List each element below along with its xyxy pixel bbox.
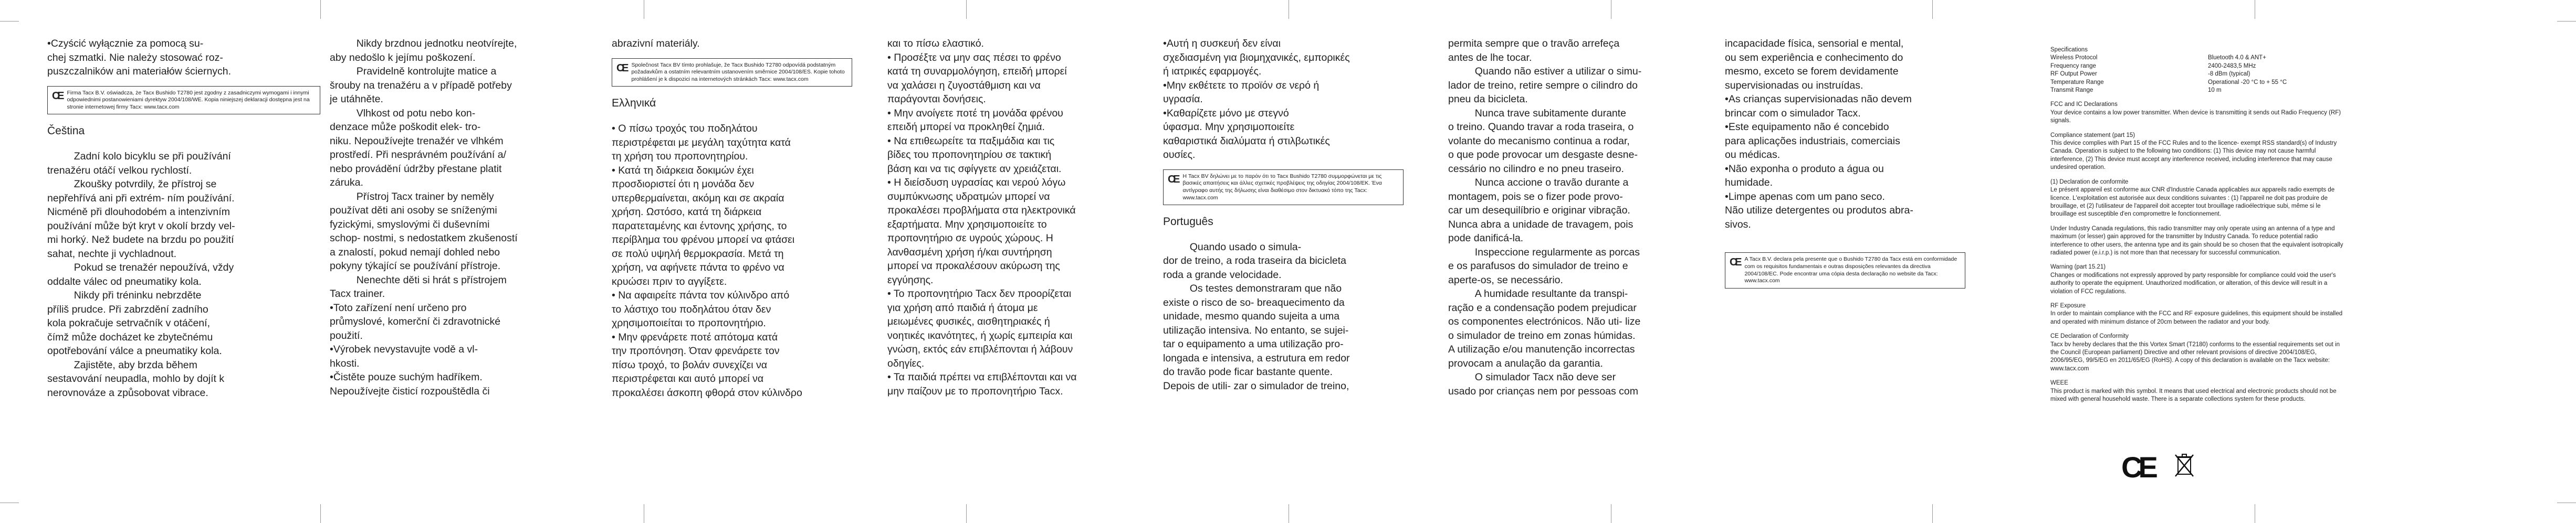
text-line: incapacidade física, sensorial e mental,	[1725, 38, 1904, 49]
bullet-line: λανθασμένη χρήση ή/και συντήρηση	[887, 246, 1052, 258]
bullet-line: υγρασία.	[1163, 93, 1203, 105]
paragraph-line: denzace může poškodit elek- tro-	[330, 121, 481, 133]
paragraph-line: Nenechte děti si hrát s přístrojem	[356, 274, 507, 286]
bullet-line: χρησιμοποιείται το προπονητήριο.	[612, 317, 766, 329]
paragraph-line: Vlhkost od potu nebo kon-	[356, 107, 476, 119]
paragraph-line: pode danificá-la.	[1448, 232, 1524, 244]
crop-mark-5	[966, 0, 967, 19]
weee-crossed-bin-icon	[2174, 452, 2195, 478]
ce-mark-icon: C E	[52, 90, 63, 102]
paragraph-line: Nicméně při dlouhodobém a intenzivním	[47, 206, 230, 218]
bullet-line: προκαλέσει άσκοπη φθορά στον κύλινδρο	[612, 387, 802, 399]
weee-text: This product is marked with this symbol. It means that used electrical and electronic products should not be mixed with general household waste. There is a separate collections system for these products.	[2050, 388, 2337, 403]
spec-value: Operational -20 °C to + 55 °C	[2208, 79, 2287, 86]
text-line: chej szmatki. Nie należy stosować roz-	[47, 51, 223, 63]
bullet-line: κρυώσει πριν το αγγίξετε.	[612, 275, 727, 287]
bullet-line: ή ιατρικές εφαρμογές.	[1163, 66, 1262, 78]
paragraph-line: schop- nostmi, s nedostatkem zkušeností	[330, 232, 518, 244]
paragraph-line: Pravidelně kontrolujte matice a	[356, 66, 497, 78]
ce-mark-icon: C E	[1168, 173, 1179, 185]
paragraph-line: A humidade resultante da transpi-	[1474, 288, 1628, 300]
bullet-line: průmyslové, komerční či zdravotnické	[330, 316, 501, 328]
ce-mark-large-icon: CE	[2121, 451, 2154, 484]
bullet-line: •As crianças supervisionadas não devem	[1725, 93, 1912, 105]
paragraph-line: Zadní kolo bicyklu se při používání	[74, 151, 231, 163]
crop-mark-12	[1932, 504, 1933, 523]
paragraph-line: kola pokračuje setrvačník v otáčení,	[47, 317, 210, 329]
paragraph-line: používání může být kryt v okolí brzdy vel-	[47, 220, 235, 232]
bullet-line: použití.	[330, 329, 363, 341]
ce-mark-icon: C E	[1730, 257, 1741, 269]
bullet-line: χρήση, να αφήνετε πάντα το φρένο να	[612, 262, 784, 274]
paragraph-line: Nikdy při tréninku nebrzděte	[74, 290, 202, 302]
spec-row	[2050, 54, 2344, 62]
column-czech-greek	[612, 37, 906, 400]
bullet-line: • Ο πίσω τροχός του ποδηλάτου	[612, 122, 758, 134]
bullet-line: χρήση. Ωστόσο, κατά τη διάρκεια	[612, 206, 762, 218]
bullet-line: •Καθαρίζετε μόνο με στεγνό	[1163, 107, 1289, 119]
spec-title: Specifications	[2050, 47, 2088, 53]
paragraph-line: šrouby na trenažéru a v případě potřeby	[330, 79, 512, 91]
paragraph-line: záruka.	[330, 177, 363, 189]
text-line: puszczalników ani materiałów ściernych.	[47, 66, 232, 78]
rf-exposure-text: In order to maintain compliance with the FCC and RF exposure guidelines, this equipment should be installed and operated with minimum distance of 20cm between the radiator and your body.	[2050, 311, 2343, 325]
bullet-line: για χρήση από παιδιά ή άτομα με	[887, 302, 1038, 314]
bullet-line: • Να αφαιρείτε πάντα τον κύλινδρο από	[612, 290, 790, 302]
bullet-line: μειωμένες φυσικές, αισθητηριακές ή	[887, 316, 1050, 328]
section-heading-greek: Ελληνικά	[612, 97, 656, 110]
bullet-line: ουσίες.	[1163, 149, 1196, 161]
bullet-line: •Výrobek nevystavujte vodě a vl-	[330, 344, 478, 356]
text-line: antes de lhe tocar.	[1448, 51, 1532, 63]
compliance-title: Compliance statement (part 15)	[2050, 132, 2135, 138]
bullet-line: humidade.	[1725, 177, 1773, 189]
crop-mark-top-left	[0, 21, 19, 22]
bullet-line: Nepoužívejte čisticí rozpouštědla či	[330, 385, 490, 397]
spec-label: RF Output Power	[2050, 71, 2097, 78]
bullet-line: para aplicações industriais, comerciais	[1725, 135, 1900, 147]
bullet-line: υπερθερμαίνεται, ακόμη και σε ακραία	[612, 192, 784, 204]
bullet-line: βίδες του προπονητηρίου σε τακτική	[887, 149, 1052, 161]
paragraph-line: pokyny týkající se používání přístroje.	[330, 260, 501, 272]
bullet-line: οδηγίες.	[887, 357, 925, 369]
paragraph-line: provocam a anulação da garantia.	[1448, 357, 1603, 369]
paragraph-line: prostředí. Při nesprávném používání a/	[330, 149, 507, 161]
paragraph-line: příliš prudce. Při zabrzdění zadního	[47, 303, 208, 315]
paragraph-line: o simulador de treino em zonas húmidas.	[1448, 329, 1636, 341]
paragraph-line: utilização intensiva. No entanto, se sujei-	[1163, 324, 1349, 336]
bullet-line: • Μην φρενάρετε ποτέ απότομα κατά	[612, 331, 778, 343]
warning-text: Changes or modifications not expressly approved by party responsible for compliance could void the user's authority to operate the equipment. Unauthorized modification, or alteration, of this device will result in a violation of FCC regulations.	[2050, 272, 2336, 295]
column-greek-portuguese	[1163, 37, 1457, 393]
spec-row	[2050, 87, 2344, 94]
bullet-line: εγγύησης.	[887, 274, 934, 286]
paragraph-line: e os parafusos do simulador de treino e	[1448, 260, 1628, 272]
bullet-line: κατά τη συναρμολόγηση, επειδή μπορεί	[887, 66, 1067, 78]
bullet-line: •Este equipamento não é concebido	[1725, 121, 1889, 133]
bullet-line: περιστρέφεται και αυτό μπορεί να	[612, 373, 764, 385]
spec-value: 10 m	[2208, 87, 2222, 94]
bullet-line: •Čistěte pouze suchým hadříkem.	[330, 371, 483, 383]
bullet-line: σχεδιασμένη για βιομηχανικές, εμπορικές	[1163, 51, 1350, 63]
bullet-line: μπορεί να προκαλέσουν ακύρωση της	[887, 260, 1060, 272]
bullet-line: την προπόνηση. Όταν φρενάρετε τον	[612, 345, 780, 357]
paragraph-line: sahat, nechte ji vychladnout.	[47, 248, 177, 260]
weee-title: WEEE	[2050, 380, 2068, 387]
paragraph-line: Nikdy brzdnou jednotku neotvírejte,	[356, 38, 517, 49]
paragraph-line: nepřehřívá ani při extrém- ním používání.	[47, 192, 235, 204]
paragraph-line: ração e a condensação podem prejudicar	[1448, 302, 1637, 314]
crop-mark-11	[1932, 0, 1933, 19]
bullet-line: καθαριστικά διαλύματα ή στιλβωτικές	[1163, 135, 1330, 147]
paragraph-line: mi horký. Než budete na brzdu po použití	[47, 234, 234, 246]
paragraph-line: sestavování neupadla, mohlo by dojít k	[47, 373, 225, 385]
ce-declaration-text: Η Tacx BV δηλώνει με το παρόν ότι το Tacx Bushido T2780 συμμορφώνεται με τις βασικές απαιτήσεις και άλλες σχετικές προβλέψεις της οδηγίας 2004/108/ΕΚ. Ένα αντίγραφο αυτής της δήλωσης είναι διαθέσιμο στον δικτυακό τόπο της Tacx: www.tacx.com	[1182, 173, 1382, 201]
paragraph-line: Inspeccione regularmente as porcas	[1474, 246, 1640, 258]
paragraph-line: Quando não estiver a utilizar o simu-	[1474, 66, 1642, 78]
paragraph-line: je utáhněte.	[330, 93, 383, 105]
rf-exposure-title: RF Exposure	[2050, 302, 2086, 309]
paragraph-line: fyzickými, smyslovými či duševními	[330, 218, 490, 230]
bullet-line: παρατεταμένης και έντονης χρήσης, το	[612, 220, 787, 232]
paragraph-line: Nunca trave subitamente durante	[1474, 107, 1627, 119]
ce-declaration-box	[612, 58, 852, 87]
spec-label: Temperature Range	[2050, 79, 2104, 86]
paragraph-line: Nunca accione o travão durante a	[1474, 177, 1629, 189]
crop-mark-top-right	[2557, 21, 2576, 22]
fcc-title: FCC and IC Declarations	[2050, 101, 2118, 108]
paragraph-line: volante do mecanismo continua a rodar,	[1448, 135, 1630, 147]
bullet-line: το λάστιχο του ποδηλάτου όταν δεν	[612, 303, 771, 315]
paragraph-line: o treino. Quando travar a roda traseira, o	[1448, 121, 1634, 133]
paragraph-line: aby nedošlo k jejímu poškození.	[330, 51, 476, 63]
ce-declaration-text: Společnost Tacx BV tímto prohlašuje, že Tacx Bushido T2780 odpovídá podstatným požadavkům a ostatním relevantním ustanovením směrnice 2004/108/ES. Kopie tohoto prohlášení je k dispozici na internetových stránkách Tacx: www.tacx.com	[631, 61, 845, 82]
paragraph-line: trenažéru otáčí velkou rychlostí.	[47, 164, 192, 176]
ic-text: Under Industry Canada regulations, this radio transmitter may only operate using an antenna of a type and maximum (or lesser) gain approved for the transmitter by Industry Canada. To reduce potential radio interference to other users, the antenna type and its gain should be so chosen that the equivalent isotropically radiated power (e.i.r.p.) is not more than that necessary for successful communication.	[2050, 225, 2343, 256]
section-heading-portuguese: Português	[1163, 216, 1213, 228]
bullet-line: •Μην εκθέτετε το προϊόν σε νερό ή	[1163, 79, 1320, 91]
bullet-line: γνώση, εκτός εάν επιβλέπονται ή λάβουν	[887, 344, 1073, 356]
paragraph-line: dor de treino, a roda traseira da bicicleta	[1163, 255, 1347, 267]
spec-row	[2050, 62, 2344, 70]
bullet-line: • Τα παιδιά πρέπει να επιβλέπονται και να	[887, 371, 1077, 383]
paragraph-line: unidade, mesmo quando sujeita a uma	[1163, 311, 1340, 323]
bullet-line: •Não exponha o produto a água ou	[1725, 163, 1884, 175]
paragraph-line: čímž může docházet ke zbytečnému	[47, 331, 213, 343]
paragraph-line: Pokud se trenažér nepoužívá, vždy	[74, 262, 234, 274]
crop-mark-1	[320, 0, 321, 19]
paragraph-line: nerovnováze a způsobovat vibrace.	[47, 387, 208, 399]
spec-label: Wireless Protocol	[2050, 55, 2098, 61]
bullet-line: προπονητήριο σε υγρούς χώρους. Η	[887, 232, 1053, 244]
bullet-line: ύφασμα. Μην χρησιμοποιείτε	[1163, 121, 1295, 133]
ce-declaration-text: Firma Tacx B.V. oświadcza, że Tacx Bushido T2780 jest zgodny z zasadniczymi wymogami i innymi odpowiednimi postanowieniami dyrektyw 2004/108/WE. Kopia niniejszej deklaracji dostępna jest na stronie internetowej firmy Tacx: www.tacx.com	[67, 89, 310, 110]
bullet-line: νοητικές ικανότητες, ή χωρίς εμπειρία και	[887, 329, 1073, 341]
paragraph-line: aperte-os, se necessário.	[1448, 274, 1563, 286]
paragraph-line: Zkoušky potvrdily, že přístroj se	[74, 178, 217, 190]
bullet-line: •Limpe apenas com um pano seco.	[1725, 190, 1885, 202]
paragraph-line: Quando usado o simula-	[1189, 241, 1302, 253]
ce-declaration-text: A Tacx B.V. declara pela presente que o Bushido T2780 da Tacx está em conformidade com os requisitos fundamentais e outras disposições relevantes da directiva 2004/108/EC. Pode encontrar uma cópia desta declaração no website da Tacx: www.tacx.com	[1744, 256, 1957, 284]
column-portuguese-end	[1725, 37, 2019, 297]
text-line: permita sempre que o travão arrefeça	[1448, 38, 1620, 49]
paragraph-line: opotřebování válce a pneumatiky kola.	[47, 345, 222, 357]
paragraph-line: Zajistěte, aby brzda během	[74, 359, 197, 371]
ce-conformity-text: Tacx bv hereby declares that the this Vortex Smart (T2180) conforms to the essential requirements set out in the Council (European parliament) Directive and other relevant provisions of directive 2004/108/EG, 2006/95/EG, 99/5/EG en 2011/65/EG (RoHS). A copy of this declaration is available on the Tacx website: www.tacx.com	[2050, 341, 2340, 372]
paragraph-line: tar o equipamento a uma utilização pro-	[1163, 338, 1344, 350]
paragraph-line: Přístroj Tacx trainer by neměly	[356, 190, 494, 202]
bullet-line: παράγονται δονήσεις.	[887, 93, 986, 105]
bullet-line: προκαλέσει προβλήματα στα ηλεκτρονικά	[887, 205, 1076, 217]
text-line: mesmo, exceto se forem devidamente	[1725, 66, 1899, 78]
paragraph-line: os componentes electrónicos. Não uti- lize	[1448, 316, 1641, 328]
paragraph-line: usado por crianças nem por pessoas com	[1448, 385, 1639, 397]
paragraph-line: cessário no cilindro e no pneu traseiro.	[1448, 163, 1624, 175]
bullet-line: Não utilize detergentes ou produtos abra-	[1725, 205, 1913, 217]
bullet-line: σε πολύ υψηλή θερμοκρασία. Μετά τη	[612, 248, 784, 260]
ce-mark-icon: C E	[616, 62, 627, 74]
bullet-line: brincar com o simulador Tacx.	[1725, 107, 1861, 119]
paragraph-line: Tacx trainer.	[330, 288, 385, 300]
bullet-line: μην παίζουν με το προπονητήριο Tacx.	[887, 385, 1063, 397]
paragraph-line: oddalte válec od pneumatiky kola.	[47, 275, 202, 287]
spec-value: 2400-2483,5 MHz	[2208, 62, 2256, 69]
ce-declaration-box	[1163, 169, 1404, 206]
bullet-line: τη χρήση του προπονητηρίου.	[612, 151, 748, 163]
bullet-line: να χαλάσει η ζυγοστάθμιση και να	[887, 79, 1041, 91]
bullet-line: • Να επιθεωρείτε τα παξιμάδια και τις	[887, 135, 1055, 147]
spec-label: Frequency range	[2050, 62, 2096, 69]
bullet-line: συμπύκνωσης υδρατμών μπορεί να	[887, 190, 1050, 202]
compliance-text: This device complies with Part 15 of the FCC Rules and to the licence- exempt RSS standard(s) of Industry Canada. Operation is subject to the following two conditions: (1) This device may not cause harmful interference, (2) This device must accept any interference received, including interference that may cause undesired operation.	[2050, 140, 2337, 171]
column-portuguese-continued	[1448, 37, 1742, 398]
paragraph-line: existe o risco de so- breaquecimento da	[1163, 296, 1345, 308]
spec-value: Bluetooth 4.0 & ANT+	[2208, 55, 2266, 61]
spec-row	[2050, 70, 2344, 78]
spec-label: Transmit Range	[2050, 87, 2093, 94]
ce-conformity-title: CE Declaration of Conformity	[2050, 333, 2129, 340]
bullet-line: περιστρέφεται με μεγάλη ταχύτητα κατά	[612, 136, 791, 148]
paragraph-line: používat děti ani osoby se sníženými	[330, 205, 497, 217]
paragraph-line: A utilização e/ou manutenção incorrectas	[1448, 344, 1635, 356]
bullet-line: •Toto zařízení není určeno pro	[330, 302, 467, 314]
bullet-line: επειδή μπορεί να προκληθεί ζημιά.	[887, 121, 1045, 133]
bullet-line: hkosti.	[330, 357, 360, 369]
text-line: και το πίσω ελαστικό.	[887, 38, 984, 49]
crop-mark-2	[320, 504, 321, 523]
ic-fr-text: Le présent appareil est conforme aux CNR d'Industrie Canada applicables aux appareils radio exempts de licence. L'exploitation est autorisée aux deux conditions suivantes : (1) l'appareil ne doit pas produire de brouillage, et (2) l'utilisateur de l'appareil doit accepter tout brouillage radioélectrique subi, même si le brouillage est susceptible d'en compromettre le fonctionnement.	[2050, 187, 2335, 218]
paragraph-line: nebo provádění údržby přestane platit	[330, 163, 502, 175]
bullet-line: • Κατά τη διάρκεια δοκιμών έχει	[612, 164, 754, 176]
spec-row	[2050, 79, 2344, 87]
bullet-line: •Αυτή η συσκευή δεν είναι	[1163, 38, 1281, 49]
bullet-line: εξαρτήματα. Μην χρησιμοποιείτε το	[887, 218, 1047, 230]
crop-mark-6	[966, 504, 967, 523]
ce-declaration-box	[47, 86, 320, 115]
paragraph-line: Os testes demonstraram que não	[1189, 283, 1342, 295]
text-line: •Czyścić wyłącznie za pomocą su-	[47, 38, 204, 49]
bullet-line: περίβλημα του φρένου μπορεί να φτάσει	[612, 234, 795, 246]
fcc-text: Your device contains a low power transmitter. When device is transmitting it sends out Radio Frequency (RF) signals.	[2050, 109, 2341, 124]
paragraph-line: o que pode provocar um desgaste desne-	[1448, 149, 1638, 161]
paragraph-line: pneu da bicicleta.	[1448, 93, 1528, 105]
bullet-line: προσδιοριστεί ότι η μονάδα δεν	[612, 178, 755, 190]
paragraph-line: niku. Nepoužívejte trenažér ve vlhkém	[330, 135, 504, 147]
text-line: abrazivní materiály.	[612, 38, 700, 49]
paragraph-line: Depois de utili- zar o simulador de treino,	[1163, 380, 1349, 392]
paragraph-line: a znalostí, pokud nemají dohled nebo	[330, 246, 500, 258]
paragraph-line: lador de treino, retire sempre o cilindro do	[1448, 79, 1638, 91]
bullet-line: • Το προπονητήριο Tacx δεν προορίζεται	[887, 288, 1072, 300]
paragraph-line: O simulador Tacx não deve ser	[1474, 371, 1616, 383]
ce-declaration-box	[1725, 252, 1965, 289]
paragraph-line: montagem, pois se o fizer pode provo-	[1448, 190, 1623, 202]
bullet-line: πίσω τροχό, το βολάν συνεχίζει να	[612, 359, 768, 371]
spec-value: -8 dBm (typical)	[2208, 71, 2250, 78]
paragraph-line: car um desequilíbrio e originar vibração.	[1448, 205, 1630, 217]
paragraph-line: roda a grande velocidade.	[1163, 269, 1282, 281]
bullet-line: • Μην ανοίγετε ποτέ τη μονάδα φρένου	[887, 107, 1063, 119]
paragraph-line: longada e intensiva, a estrutura em redor	[1163, 352, 1350, 364]
column-czech-continued	[330, 37, 624, 398]
specifications-column	[2050, 46, 2344, 403]
text-line: supervisionadas ou instruídas.	[1725, 79, 1863, 91]
section-heading-czech: Čeština	[47, 125, 85, 137]
bullet-line: βάση και να τις σφίγγετε αν χρειάζεται.	[887, 163, 1062, 175]
column-polish-czech	[47, 37, 320, 400]
warning-title: Warning (part 15.21)	[2050, 264, 2106, 271]
column-greek-continued	[887, 37, 1181, 398]
paragraph-line: Nunca abra a unidade de travagem, pois	[1448, 218, 1633, 230]
bullet-line: ou médicas.	[1725, 149, 1781, 161]
bullet-line: • Προσέξτε να μην σας πέσει το φρένο	[887, 51, 1061, 63]
text-line: ou sem experiência e conhecimento do	[1725, 51, 1903, 63]
paragraph-line: do travão pode ficar bastante quente.	[1163, 366, 1333, 378]
ic-fr-title: (1) Declaration de conformite	[2050, 178, 2129, 185]
bullet-line: • Η διείσδυση υγρασίας και νερού λόγω	[887, 177, 1066, 189]
bullet-line: sivos.	[1725, 218, 1751, 230]
